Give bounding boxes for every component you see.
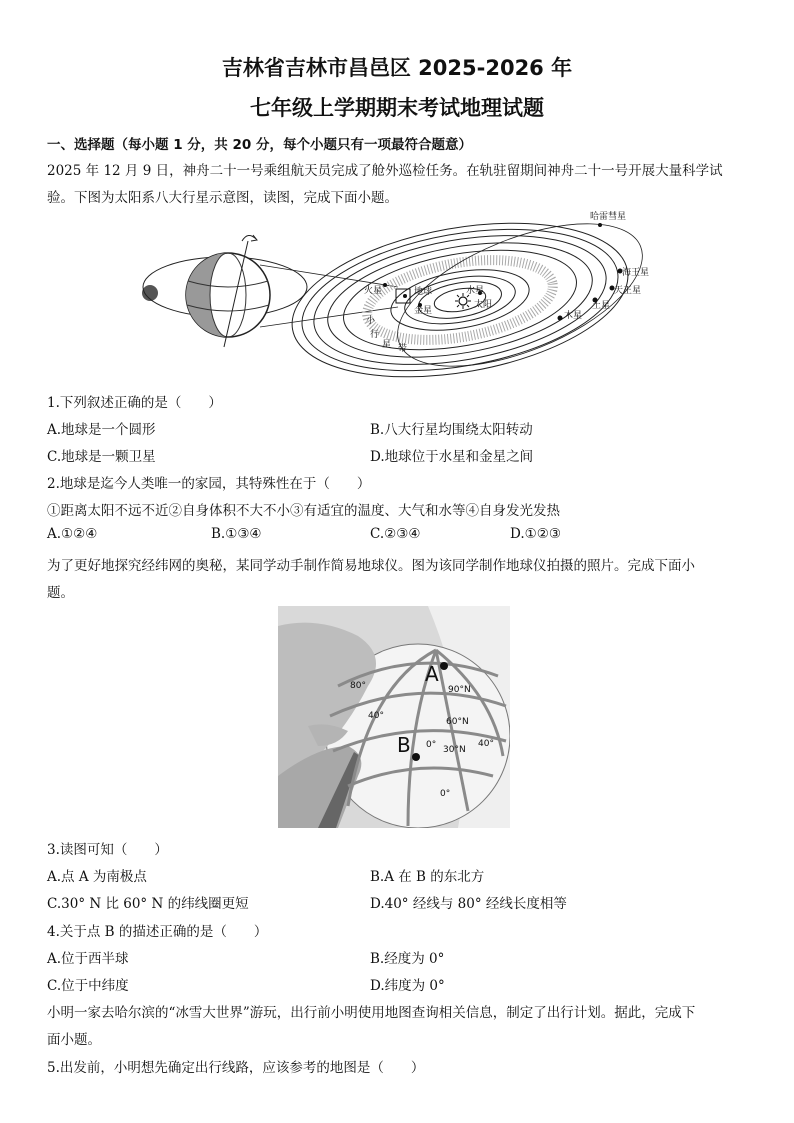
label-venus: 金星	[414, 306, 433, 316]
label-point-a: A	[425, 662, 439, 686]
point-a-marker	[440, 662, 448, 670]
exam-title-line1: 吉林省吉林市昌邑区 2025-2026 年	[221, 56, 573, 80]
q1-option-d: D.地球位于水星和金星之间	[370, 449, 534, 465]
point-b-marker	[412, 753, 420, 761]
q4-stem: 4.关于点 B 的描述正确的是（ ）	[47, 924, 268, 940]
q2-option-a: A.①②④	[47, 526, 98, 542]
label-point-b: B	[397, 733, 411, 757]
label-asteroid-2: 行	[370, 330, 380, 340]
jupiter-dot	[558, 316, 563, 321]
q4-option-d: D.纬度为 0°	[370, 978, 445, 994]
label-lon-40: 40°	[368, 711, 384, 721]
label-saturn: 土星	[592, 301, 611, 311]
section-heading: 一、选择题（每小题 1 分，共 20 分，每个小题只有一项最符合题意）	[47, 137, 472, 153]
q5-stem: 5.出发前，小明想先确定出行线路，应该参考的地图是（ ）	[47, 1060, 425, 1076]
intro3-line1: 小明一家去哈尔滨的“冰雪大世界”游玩，出行前小明使用地图查询相关信息，制定了出行计划。据此，完成下	[47, 1005, 696, 1021]
q3-option-d: D.40° 经线与 80° 经线长度相等	[370, 896, 567, 912]
earth-dot	[403, 294, 407, 298]
intro2-line2: 题。	[47, 585, 74, 601]
label-lon-80: 80°	[350, 681, 366, 691]
planet-orbits	[280, 205, 640, 385]
q1-stem: 1.下列叙述正确的是（ ）	[47, 395, 222, 411]
q2-option-c: C.②③④	[370, 526, 421, 542]
label-halley: 哈雷彗星	[590, 212, 627, 222]
label-asteroid-3: 星	[382, 340, 392, 350]
label-sun: 太阳	[474, 300, 493, 310]
q3-option-b: B.A 在 B 的东北方	[370, 869, 485, 885]
label-asteroid-4: 带	[398, 344, 408, 354]
label-lon-0: 0°	[426, 740, 437, 750]
q1-option-a: A.地球是一个圆形	[47, 422, 156, 438]
label-lat-60: 60°N	[446, 717, 469, 727]
label-lat-30: 30°N	[443, 745, 466, 755]
connector-line	[260, 265, 398, 287]
q3-stem: 3.读图可知（ ）	[47, 842, 168, 858]
label-earth: 地球	[414, 287, 433, 297]
label-uranus: 天王星	[614, 286, 642, 296]
globe-photo-figure	[278, 606, 510, 828]
label-lon-0b: 0°	[440, 789, 451, 799]
q2-stem: 2.地球是迄今人类唯一的家园，其特殊性在于（ ）	[47, 476, 371, 492]
intro3-line2: 面小题。	[47, 1032, 101, 1048]
label-jupiter: 木星	[564, 311, 583, 321]
label-lon-40b: 40°	[478, 739, 494, 749]
exam-title-line2: 七年级上学期期末考试地理试题	[250, 96, 544, 120]
q2-statements: ①距离太阳不远不近②自身体积不大不小③有适宜的温度、大气和水等④自身发光发热	[47, 503, 560, 519]
q2-option-b: B.①③④	[211, 526, 262, 542]
label-lat-90: 90°N	[448, 685, 471, 695]
halley-dot	[598, 223, 602, 227]
q2-option-d: D.①②③	[510, 526, 561, 542]
earth-globe-icon	[186, 235, 270, 347]
q3-option-c: C.30° N 比 60° N 的纬线圈更短	[47, 896, 249, 912]
label-asteroid-1: 小	[366, 316, 376, 326]
intro2-line1: 为了更好地探究经纬网的奥秘，某同学动手制作简易地球仪。图为该同学制作地球仪拍摄的照片。完成下面小	[47, 558, 695, 574]
q1-option-c: C.地球是一颗卫星	[47, 449, 156, 465]
solar-system-figure	[130, 205, 665, 385]
intro1-line1: 2025 年 12 月 9 日，神舟二十一号乘组航天员完成了舱外巡检任务。在轨驻留期间神舟二十一号开展大量科学试	[47, 163, 723, 179]
label-mars: 火星	[364, 286, 383, 296]
intro1-line2: 验。下图为太阳系八大行星示意图，读图，完成下面小题。	[47, 190, 398, 206]
q4-option-a: A.位于西半球	[47, 951, 129, 967]
mars-dot	[383, 283, 387, 287]
q1-option-b: B.八大行星均围绕太阳转动	[370, 422, 533, 438]
label-mercury: 水星	[466, 286, 485, 296]
label-neptune: 海王星	[622, 268, 650, 278]
q4-option-b: B.经度为 0°	[370, 951, 445, 967]
q4-option-c: C.位于中纬度	[47, 978, 129, 994]
q3-option-a: A.点 A 为南极点	[47, 869, 147, 885]
